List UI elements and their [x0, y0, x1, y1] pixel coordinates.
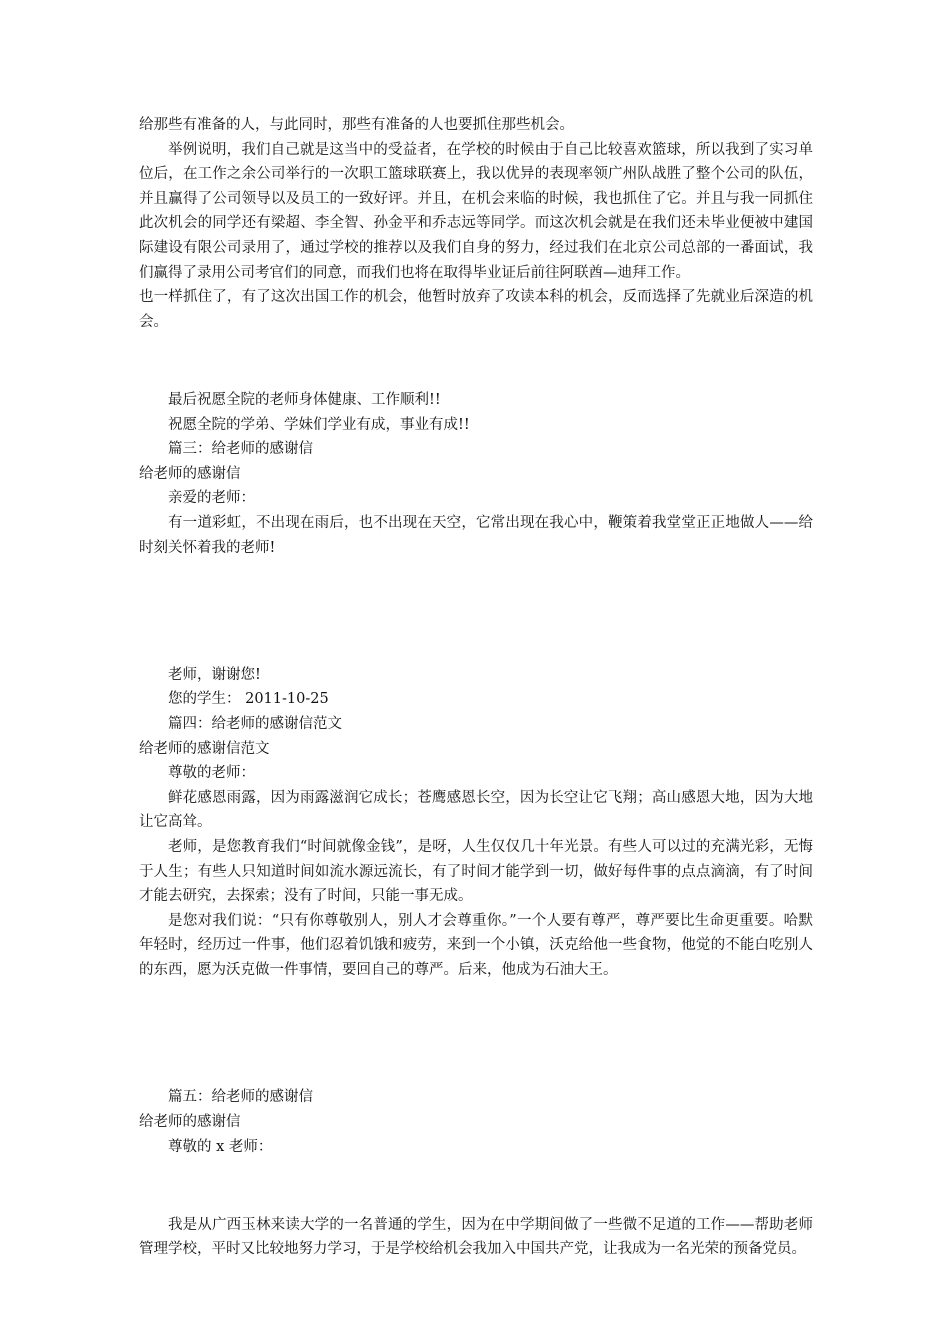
paragraph: 亲爱的老师：: [168, 490, 255, 507]
paragraph: 有一道彩虹，不出现在雨后，也不出现在天空，它常出现在我心中，鞭策着我堂堂正正地做人——给时刻关怀着我的老师!: [139, 514, 813, 556]
paragraph: 尊敬的 x 老师：: [168, 1138, 273, 1155]
paragraph: 尊敬的老师：: [168, 765, 255, 782]
paragraph: 也一样抓住了，有了这次出国工作的机会，他暂时放弃了攻读本科的机会，反而选择了先就业后深造的机会。: [139, 289, 813, 330]
paragraph: 是您对我们说：“只有你尊敬别人，别人才会尊重你。”一个人要有尊严，尊严要比生命更重要。哈默年轻时，经历过一件事，他们忍着饥饿和疲劳，来到一个小镇，沃克给他一些食物，他觉的不能白吃别人的东西，愿为沃克做一件事情，要回自己的尊严。后来，他成为石油大王。: [139, 912, 813, 979]
paragraph: 您的学生： 2011-10-25: [168, 691, 329, 708]
paragraph: 篇三：给老师的感谢信: [168, 441, 313, 458]
paragraph: 我是从广西玉林来读大学的一名普通的学生，因为在中学期间做了一些微不足道的工作——帮助老师管理学校，平时又比较地努力学习，于是学校给机会我加入中国共产党，让我成为一名光荣的预备党员。: [139, 1216, 813, 1258]
paragraph: 篇五：给老师的感谢信: [168, 1089, 313, 1106]
paragraph: 举例说明，我们自己就是这当中的受益者，在学校的时候由于自己比较喜欢篮球，所以我到了实习单位后，在工作之余公司举行的一次职工篮球联赛上，我以优异的表现率领广州队战胜了整个公司的队伍，并且赢得了公司领导以及员工的一致好评。并且，在机会来临的时候，我也抓住了它。并且与我一同抓住此次机会的同学还有梁超、李全智、孙金平和乔志远等同学。而这次机会就是在我们还未毕业便被中建国际建设有限公司录用了，通过学校的推荐以及我们自身的努力，经过我们在北京公司总部的一番面试，我们赢得了录用公司考官们的同意，而我们也将在取得毕业证后前往阿联酋—迪拜工作。: [139, 141, 813, 281]
paragraph: 给老师的感谢信范文: [139, 740, 270, 757]
paragraph: 篇四：给老师的感谢信范文: [168, 716, 342, 733]
paragraph: 给那些有准备的人，与此同时，那些有准备的人也要抓住那些机会。: [139, 117, 574, 133]
paragraph: 给老师的感谢信: [139, 465, 241, 482]
blank-gap: [139, 997, 813, 1071]
paragraph: 祝愿全院的学弟、学妹们学业有成，事业有成!!: [168, 416, 470, 433]
paragraph: 老师，是您教育我们“时间就像金钱”，是呀，人生仅仅几十年光景。有些人可以过的充满光彩，无悔于人生；有些人只知道时间如流水源远流长，有了时间才能学到一切，做好每件事的点点滴滴，有了时间才能去研究，去探索；没有了时间，只能一事无成。: [139, 839, 813, 905]
paragraph: 最后祝愿全院的老师身体健康、工作顺利!!: [168, 391, 441, 408]
paragraph: 给老师的感谢信: [139, 1114, 241, 1130]
paragraph: 鲜花感恩雨露，因为雨露滋润它成长；苍鹰感恩长空，因为长空让它飞翔；高山感恩大地，因为大地让它高耸。: [139, 789, 813, 831]
paragraph: 老师，谢谢您!: [168, 666, 261, 683]
blank-line: [139, 349, 813, 374]
blank-line: [139, 1174, 813, 1199]
document-page: [139, 113, 813, 1262]
blank-gap: [139, 575, 813, 649]
